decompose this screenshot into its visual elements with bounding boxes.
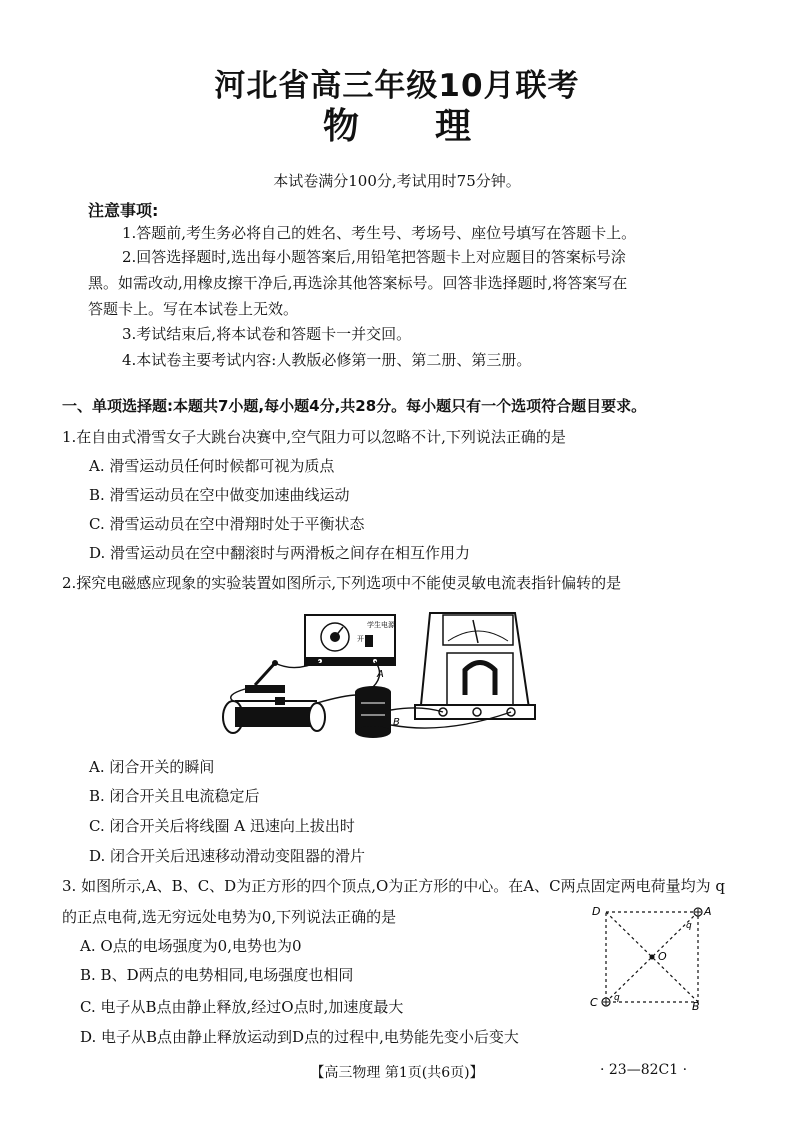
page-footer: 【高三物理 第1页(共6页)】 [310, 1065, 484, 1081]
notice-item-3: 3.考试结束后,将本试卷和答题卡一并交回。 [122, 325, 412, 343]
notice-item-2-end: 答题卡上。写在本试卷上无效。 [88, 300, 299, 318]
point-d-label: D [592, 905, 601, 918]
q2-stem: 2.探究电磁感应现象的实验装置如图所示,下列选项中不能使灵敏电流表指针偏转的是 [62, 574, 622, 592]
subject-char-2: 理 [435, 106, 472, 147]
galvanometer [415, 613, 535, 719]
q1-stem: 1.在自由式滑雪女子大跳台决赛中,空气阻力可以忽略不计,下列说法正确的是 [62, 428, 566, 446]
q3-square-figure [588, 900, 718, 1012]
exam-code: · 23—82C1 · [600, 1062, 688, 1078]
point-b-label: B [692, 1000, 700, 1012]
exam-info: 本试卷满分100分,考试用时75分钟。 [273, 172, 521, 190]
coil-a-label: A [377, 669, 384, 680]
notice-item-2: 2.回答选择题时,选出每小题答案后,用铅笔把答题卡上对应题目的答案标号涂 [122, 248, 626, 266]
notice-item-1: 1.答题前,考生务必将自己的姓名、考生号、考场号、座位号填写在答题卡上。 [122, 224, 637, 242]
q3-stem-line-2: 的正点电荷,选无穷远处电势为0,下列说法正确的是 [62, 908, 397, 926]
q2-option-d: D. 闭合开关后迅速移动滑动变阻器的滑片 [89, 847, 366, 865]
exam-title: 河北省高三年级10月联考 [214, 68, 580, 104]
q2-option-c: C. 闭合开关后将线圈 A 迅速向上拔出时 [89, 817, 355, 835]
coil-b-label: B [393, 717, 400, 728]
q3-option-a: A. O点的电场强度为0,电势也为0 [80, 937, 302, 955]
subject-char-1: 物 [322, 106, 359, 147]
point-c-label: C [590, 996, 598, 1009]
power-switch-label: 开 [357, 635, 364, 643]
point-o-label: O [658, 950, 667, 963]
notice-item-2-cont: 黑。如需改动,用橡皮擦干净后,再选涂其他答案标号。回答非选择题时,将答案写在 [88, 274, 628, 292]
notice-heading: 注意事项: [88, 201, 159, 220]
q2-option-b: B. 闭合开关且电流稳定后 [89, 787, 260, 805]
q3-option-c: C. 电子从B点由静止释放,经过O点时,加速度最大 [80, 998, 404, 1016]
point-a-label: A [704, 905, 712, 918]
q1-option-c: C. 滑雪运动员在空中滑翔时处于平衡状态 [89, 515, 365, 533]
q1-option-a: A. 滑雪运动员任何时候都可视为质点 [89, 457, 335, 475]
notice-item-4: 4.本试卷主要考试内容:人教版必修第一册、第二册、第三册。 [122, 351, 532, 369]
charge-a-label: q [686, 921, 692, 931]
q3-option-b: B. B、D两点的电势相同,电场强度也相同 [80, 966, 354, 984]
coils-a-b [355, 669, 400, 738]
q3-stem-line-1: 3. 如图所示,A、B、C、D为正方形的四个顶点,O为正方形的中心。在A、C两点固定两电荷量均为 q [62, 877, 725, 895]
power-supply [305, 615, 396, 665]
q2-option-a: A. 闭合开关的瞬间 [89, 758, 215, 776]
q2-apparatus-figure [215, 595, 555, 750]
sliding-rheostat [223, 697, 325, 733]
subject-title [0, 98, 794, 149]
q1-option-b: B. 滑雪运动员在空中做变加速曲线运动 [89, 486, 350, 504]
q1-option-d: D. 滑雪运动员在空中翻滚时与两滑板之间存在相互作用力 [89, 544, 471, 562]
q3-option-d: D. 电子从B点由静止释放运动到D点的过程中,电势能先变小后变大 [80, 1028, 519, 1046]
charge-c-label: q [614, 993, 620, 1003]
section-heading: 一、单项选择题:本题共7小题,每小题4分,共28分。每小题只有一个选项符合题目要求。 [62, 397, 647, 415]
power-supply-label: 学生电源 [367, 621, 395, 629]
